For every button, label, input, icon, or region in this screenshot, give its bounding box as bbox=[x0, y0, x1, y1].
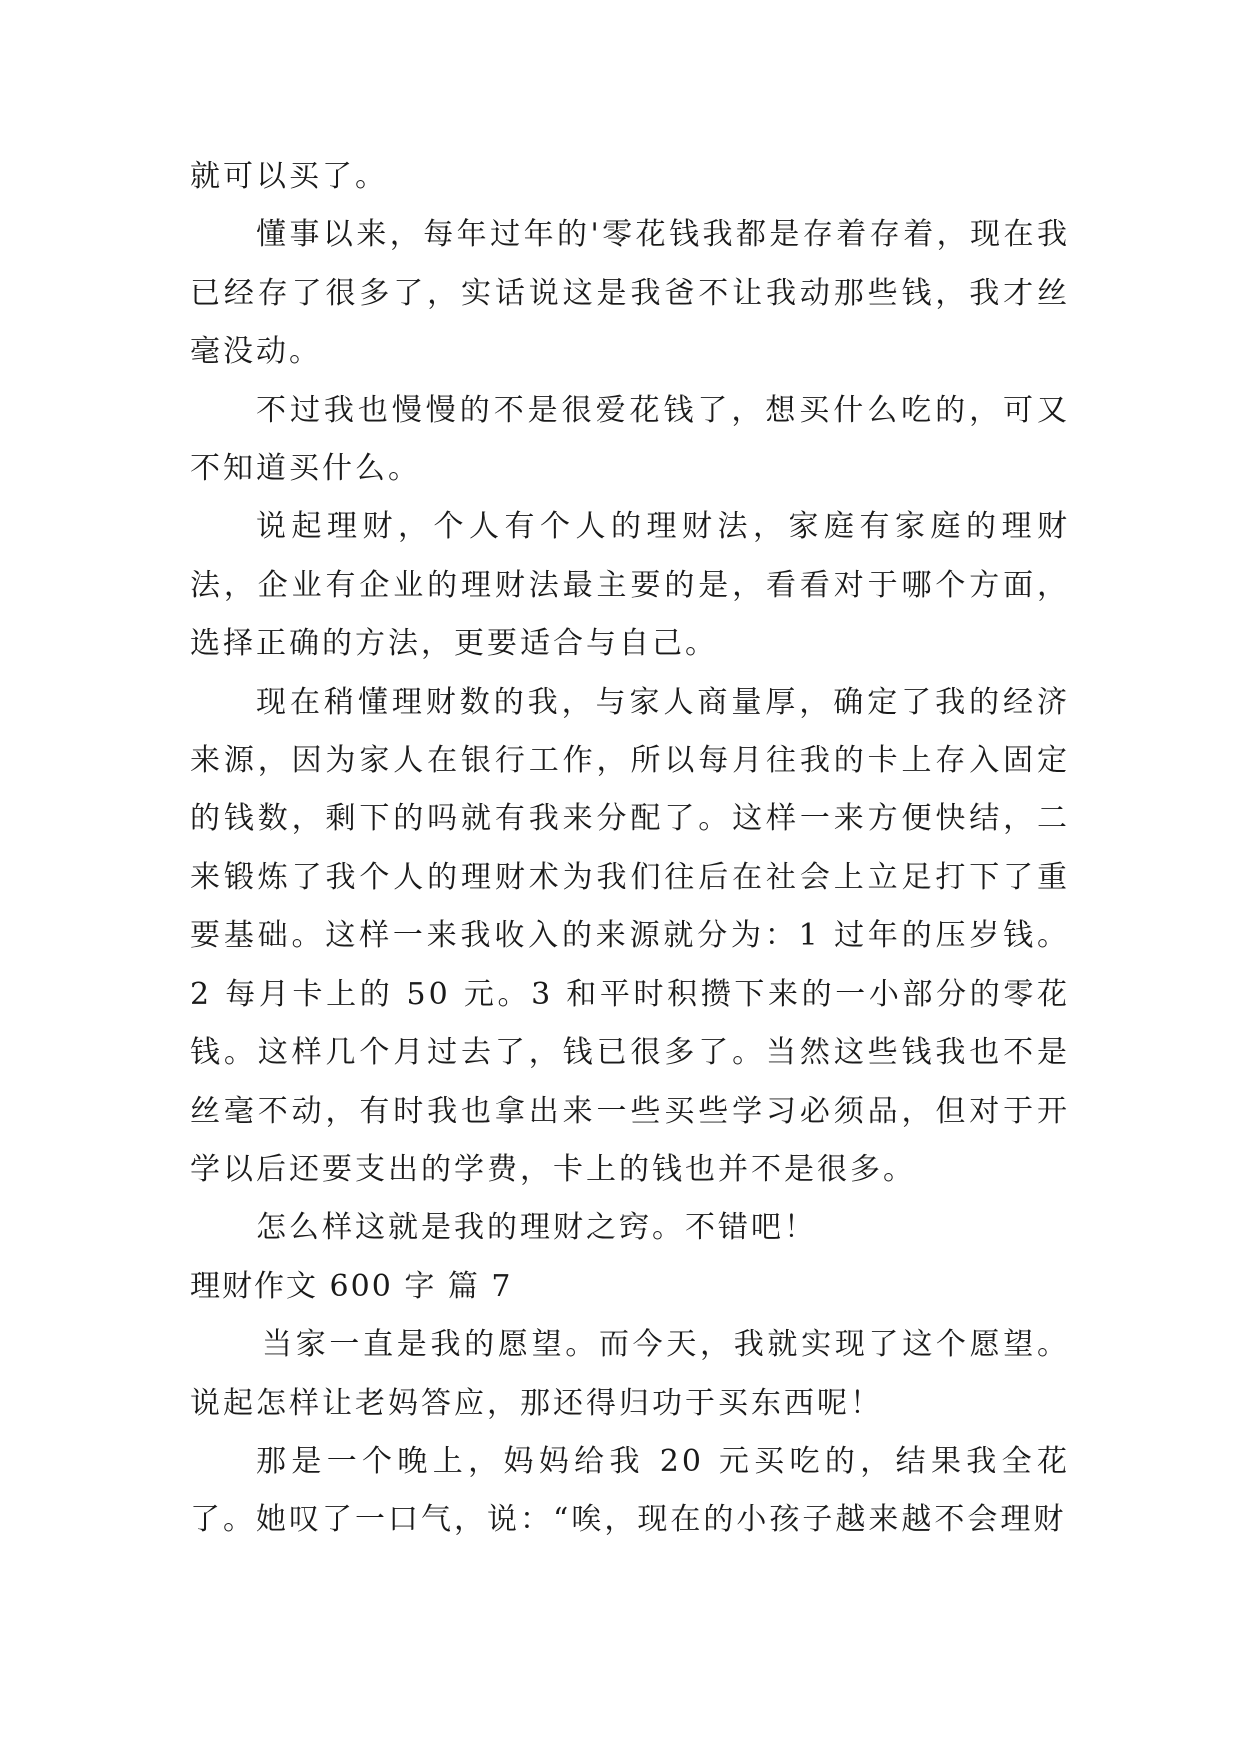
paragraph: 说起理财，个人有个人的理财法，家庭有家庭的理财法，企业有企业的理财法最主要的是，看看对于哪个方面，选择正确的方法，更要适合与自己。 bbox=[190, 509, 1070, 662]
paragraph: 怎么样这就是我的理财之窍。不错吧！ bbox=[256, 1210, 817, 1246]
section-heading: 理财作文 600 字 篇 7 bbox=[190, 1268, 513, 1304]
paragraph-continuation: 就可以买了。 bbox=[190, 159, 388, 194]
paragraph: 懂事以来，每年过年的'零花钱我都是存着存着，现在我已经存了很多了，实话说这是我爸不让我动那些钱，我才丝毫没动。 bbox=[190, 217, 1070, 370]
paragraph: 当家一直是我的愿望。而今天，我就实现了这个愿望。说起怎样让老妈答应，那还得归功于买东西呢！ bbox=[190, 1327, 1070, 1421]
paragraph: 现在稍懂理财数的我，与家人商量厚，确定了我的经济来源，因为家人在银行工作，所以每月往我的卡上存入固定的钱数，剩下的吗就有我来分配了。这样一来方便快结，二来锻炼了我个人的理财术为我们往后在社会上立足打下了重要基础。这样一来我收入的来源就分为：1 过年的压岁钱。2 每月卡上的 50 元。3 和平时积攒下来的一小部分的零花钱。这样几个月过去了，钱已很多了。当然这些钱我也不是丝毫不动，有时我也拿出来一些买些学习必须品，但对于开学以后还要支出的学费，卡上的钱也并不是很多。 bbox=[190, 684, 1070, 1187]
document-body bbox=[190, 148, 1070, 1550]
paragraph: 不过我也慢慢的不是很爱花钱了，想买什么吃的，可又不知道买什么。 bbox=[190, 392, 1070, 487]
paragraph: 那是一个晚上，妈妈给我 20 元买吃的，结果我全花了。她叹了一口气，说：“唉，现在的小孩子越来越不会理财 bbox=[190, 1443, 1070, 1538]
